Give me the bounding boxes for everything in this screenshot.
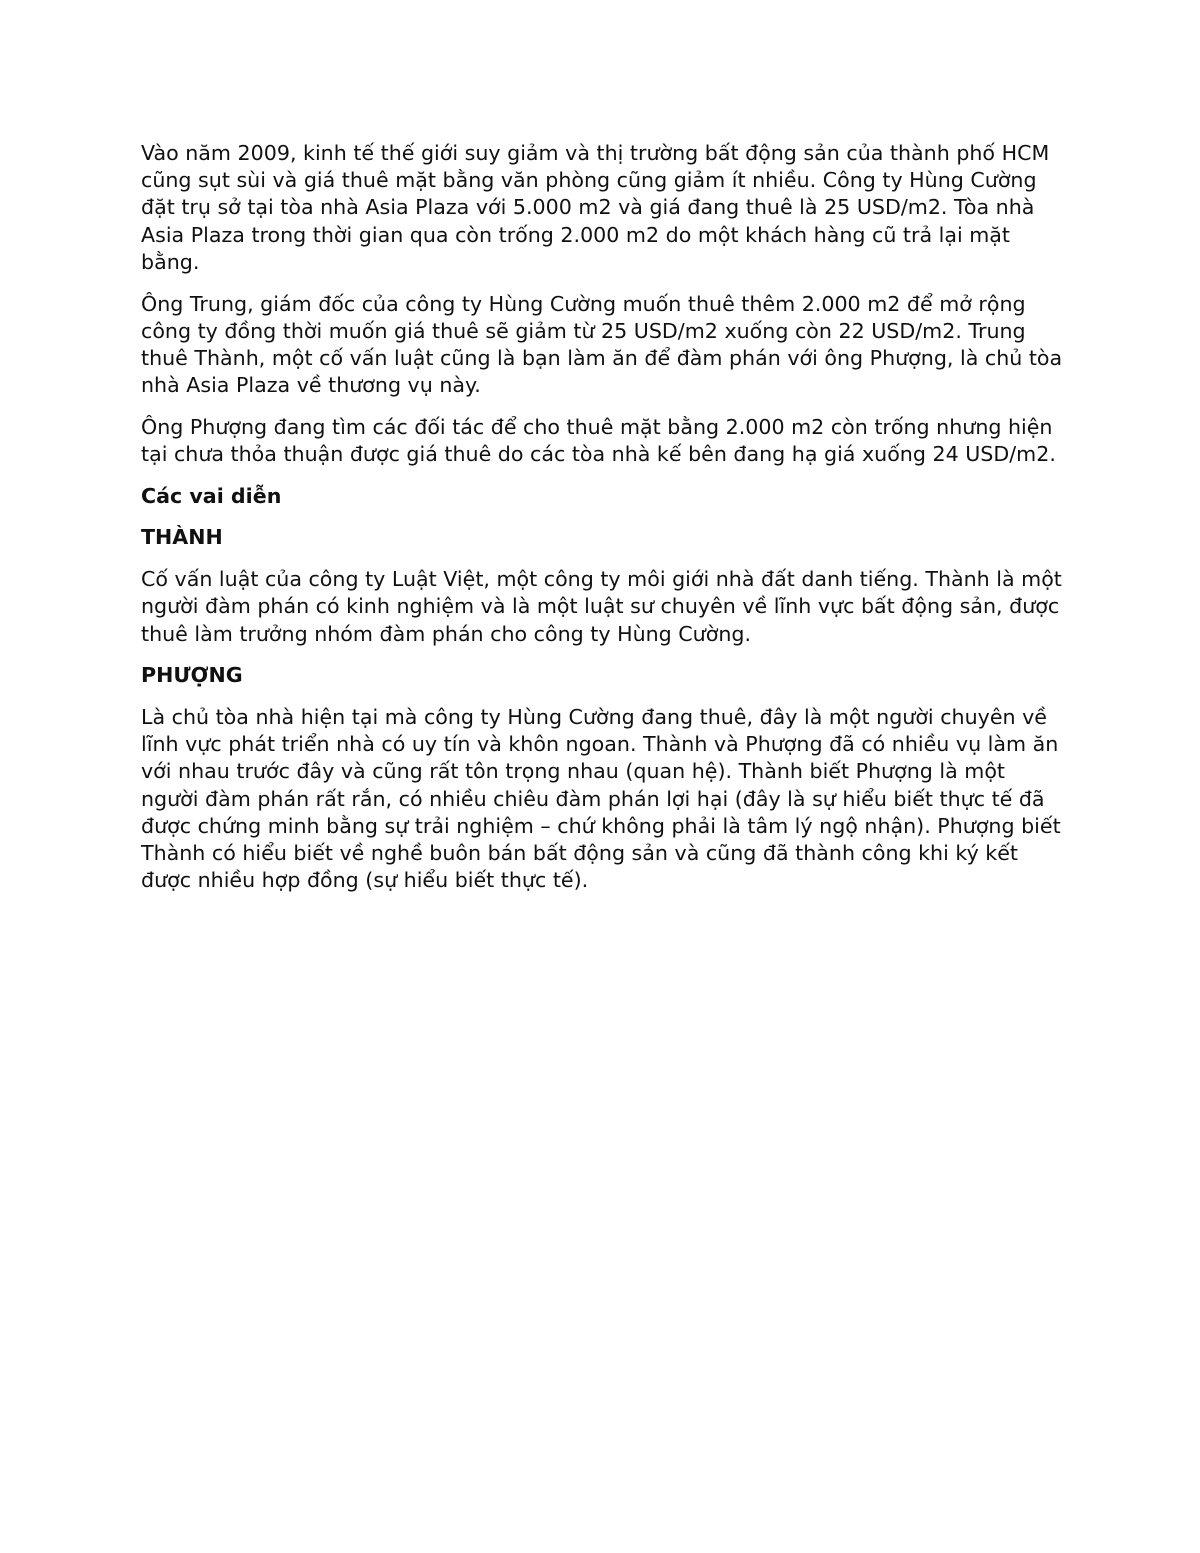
phuong-description: Là chủ tòa nhà hiện tại mà công ty Hùng Cường đang thuê, đây là một người chuyên về lĩnh vực phát triển nhà có uy tín và khôn ngoan. Thành và Phượng đã có nhiều vụ làm ăn với nhau trước đây và cũng rất tôn trọng nhau (quan hệ). Thành biết Phượng là một người đàm phán rất rắn, có nhiều chiêu đàm phán lợi hại (đây là sự hiểu biết thực tế đã được chứng minh bằng sự trải nghiệm – chứ không phải là tâm lý ngộ nhận). Phượng biết Thành có hiểu biết về nghề buôn bán bất động sản và cũng đã thành công khi ký kết được nhiều hợp đồng (sự hiểu biết thực tế). [141,704,1061,893]
intro-paragraph-3: Ông Phượng đang tìm các đối tác để cho thuê mặt bằng 2.000 m2 còn trống nhưng hiện tại chưa thỏa thuận được giá thuê do các tòa nhà kế bên đang hạ giá xuống 24 USD/m2. [141,414,1056,467]
roles-heading: Các vai diễn [141,483,282,508]
thanh-heading: THÀNH [141,525,223,550]
thanh-description: Cố vấn luật của công ty Luật Việt, một công ty môi giới nhà đất danh tiếng. Thành là một người đàm phán có kinh nghiệm và là một luật sư chuyên về lĩnh vực bất động sản, được thuê làm trưởng nhóm đàm phán cho công ty Hùng Cường. [141,567,1062,646]
intro-paragraph-2: Ông Trung, giám đốc của công ty Hùng Cường muốn thuê thêm 2.000 m2 để mở rộng công ty đồng thời muốn giá thuê sẽ giảm từ 25 USD/m2 xuống còn 22 USD/m2. Trung thuê Thành, một cố vấn luật cũng là bạn làm ăn để đàm phán với ông Phượng, là chủ tòa nhà Asia Plaza về thương vụ này. [141,291,1063,398]
phuong-heading: PHƯỢNG [141,663,243,688]
document-body [141,140,1066,909]
intro-paragraph-1: Vào năm 2009, kinh tế thế giới suy giảm và thị trường bất động sản của thành phố HCM cũng sụt sùi và giá thuê mặt bằng văn phòng cũng giảm ít nhiều. Công ty Hùng Cường đặt trụ sở tại tòa nhà Asia Plaza với 5.000 m2 và giá đang thuê là 25 USD/m2. Tòa nhà Asia Plaza trong thời gian qua còn trống 2.000 m2 do một khách hàng cũ trả lại mặt bằng. [141,141,1050,274]
